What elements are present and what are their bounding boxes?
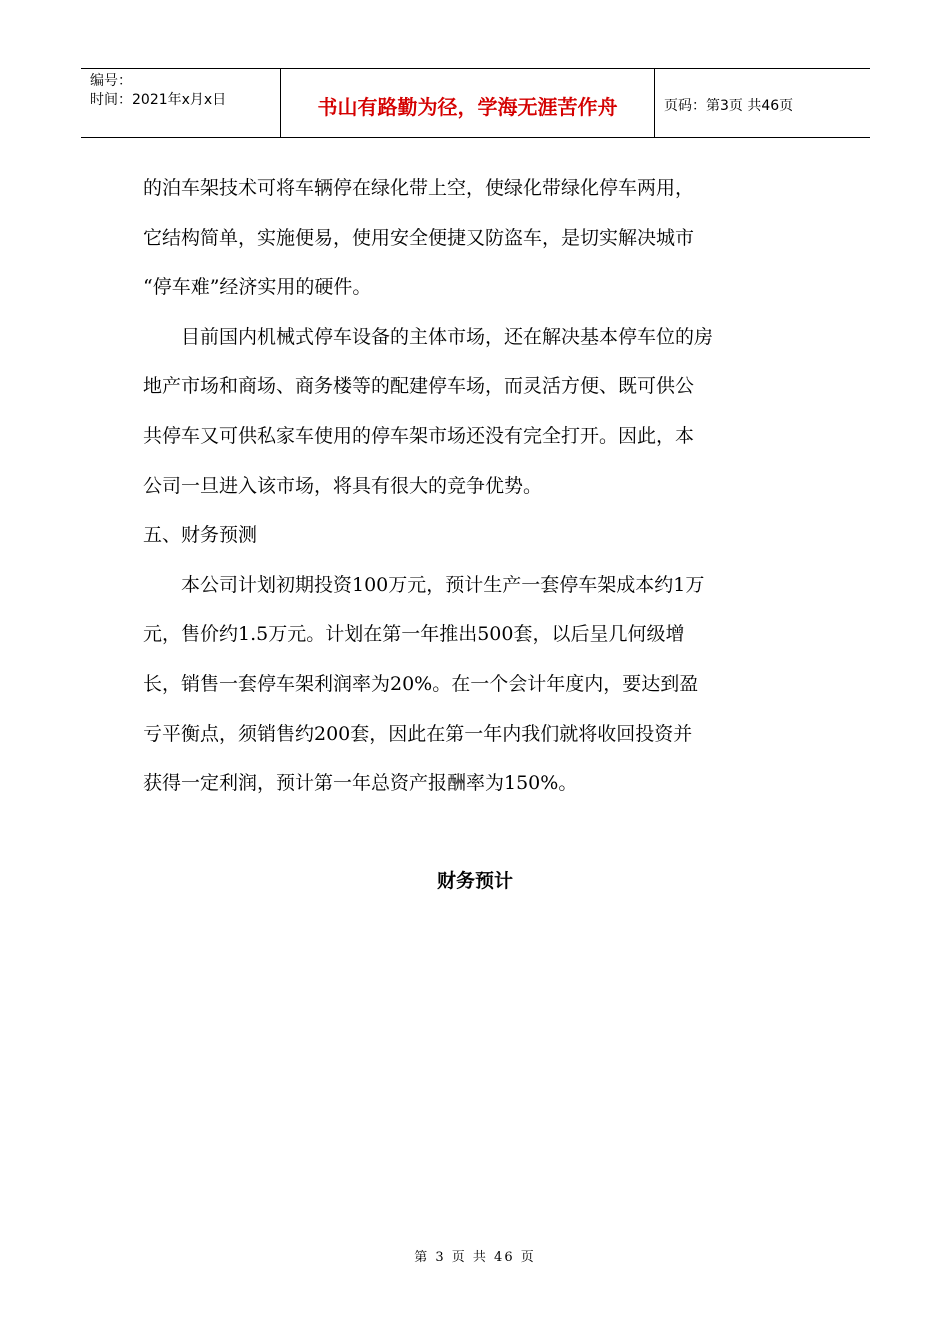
document-body: [143, 164, 811, 809]
financial-forecast-title: 财务预计: [436, 870, 513, 892]
body-line: 它结构简单，实施便易，使用安全便捷又防盗车，是切实解决城市: [143, 226, 695, 249]
page-footer: 第 3 页 共 46 页: [414, 1250, 536, 1265]
body-line: 地产市场和商场、商务楼等的配建停车场，而灵活方便、既可供公: [143, 375, 695, 398]
document-date: 时间：2021年x月x日: [90, 92, 227, 108]
header-page-info: 页码：第3页 共46页: [664, 98, 794, 114]
header-motto: 书山有路勤为径，学海无涯苦作舟: [281, 69, 655, 137]
body-line: 元，售价约1.5万元。计划在第一年推出500套，以后呈几何级增: [143, 623, 685, 646]
header-meta: [81, 69, 281, 137]
body-line: 长，销售一套停车架利润率为20%。在一个会计年度内，要达到盈: [143, 672, 699, 695]
body-line: 的泊车架技术可将车辆停在绿化带上空，使绿化带绿化停车两用，: [143, 177, 695, 199]
body-line: 公司一旦进入该市场，将具有很大的竞争优势。: [143, 474, 543, 497]
document-number-label: 编号：: [90, 73, 132, 89]
body-line: 目前国内机械式停车设备的主体市场，还在解决基本停车位的房: [181, 325, 714, 348]
body-line: 获得一定利润，预计第一年总资产报酬率为150%。: [143, 772, 578, 795]
body-line: “停车难”经济实用的硬件。: [143, 276, 372, 299]
page-header: [81, 68, 870, 138]
section-heading: 五、财务预测: [143, 524, 258, 547]
body-line: 本公司计划初期投资100万元，预计生产一套停车架成本约1万: [181, 573, 705, 596]
body-line: 亏平衡点，须销售约200套，因此在第一年内我们就将收回投资并: [143, 722, 693, 745]
body-line: 共停车又可供私家车使用的停车架市场还没有完全打开。因此，本: [143, 424, 695, 447]
